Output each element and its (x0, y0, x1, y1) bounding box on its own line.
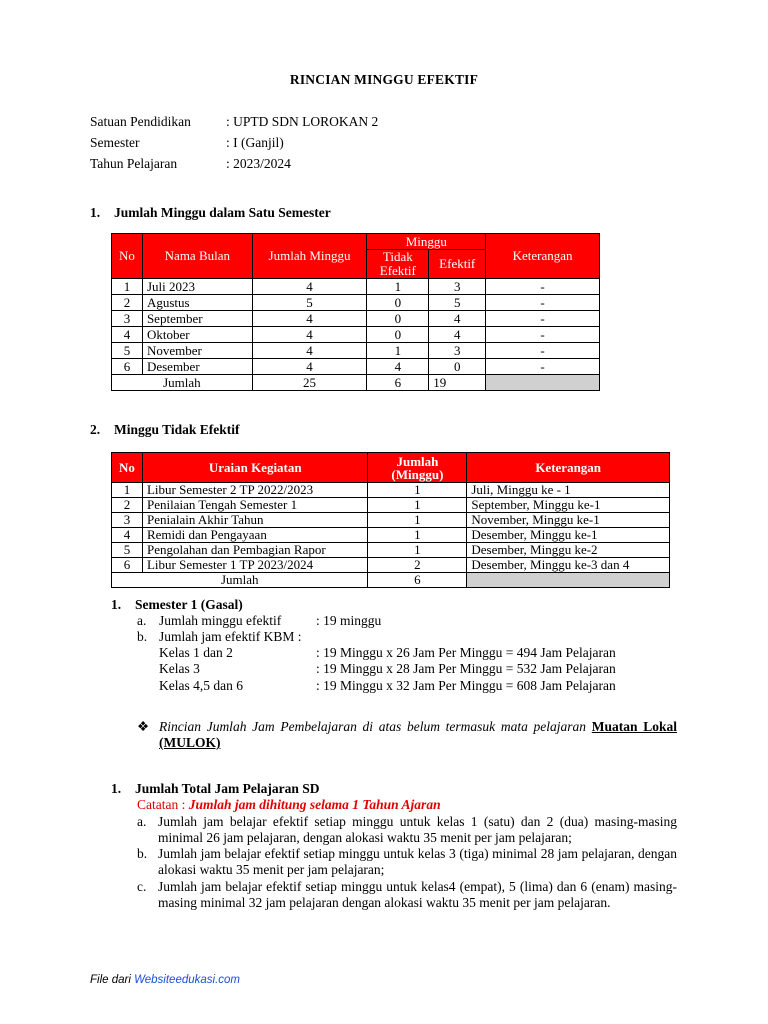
section3-heading (111, 597, 243, 613)
cell-ket: Desember, Minggu ke-2 (467, 543, 670, 558)
total-row (112, 573, 670, 588)
cell-no: 3 (112, 311, 143, 327)
identity-label: Satuan Pendidikan (90, 114, 191, 129)
table-row (112, 359, 600, 375)
table-row (112, 513, 670, 528)
section-number: 1. (111, 781, 122, 796)
cell-no: 4 (112, 327, 143, 343)
cell-bulan: Juli 2023 (142, 279, 252, 295)
table-row (112, 279, 600, 295)
cell-efektif: 4 (429, 327, 486, 343)
cell-jumlah: 1 (368, 483, 467, 498)
identity-value: : UPTD SDN LOROKAN 2 (226, 114, 379, 129)
footer (90, 974, 240, 986)
item-marker: a. (137, 814, 147, 829)
cell-ket: Desember, Minggu ke-1 (467, 528, 670, 543)
item-label: Jumlah jam efektif KBM : (159, 629, 302, 644)
cell-jumlah: 4 (252, 327, 367, 343)
identity-value: : 2023/2024 (226, 156, 291, 171)
header-jumlah: Jumlah (Minggu) (368, 453, 467, 483)
table-row (112, 327, 600, 343)
section-title: Jumlah Minggu dalam Satu Semester (114, 205, 331, 220)
footer-link[interactable]: Websiteedukasi.com (134, 974, 241, 986)
cell-no: 2 (112, 295, 143, 311)
section-title: Jumlah Total Jam Pelajaran SD (135, 781, 320, 796)
cell-no: 3 (112, 513, 143, 528)
cell-uraian: Penialain Akhir Tahun (142, 513, 368, 528)
cell-ket: Juli, Minggu ke - 1 (467, 483, 670, 498)
header-no: No (112, 453, 143, 483)
section2-heading (90, 422, 240, 438)
cell-jumlah: 4 (252, 343, 367, 359)
cell-efektif: 3 (429, 279, 486, 295)
cell-jumlah: 4 (252, 311, 367, 327)
item-marker: a. (137, 613, 147, 628)
item-marker: c. (137, 879, 147, 894)
table-row (112, 483, 670, 498)
total-label: Jumlah (112, 573, 368, 588)
table-row (112, 311, 600, 327)
cell-ket: - (486, 295, 600, 311)
cell-jumlah: 1 (368, 513, 467, 528)
item-text: Jumlah jam belajar efektif setiap minggu untuk kelas4 (empat), 5 (lima) dan 6 (enam) masing-masing minimal 32 jam pelajaran dengan alokasi waktu 35 menit per jam pelajaran. (158, 879, 677, 910)
cell-jumlah: 1 (368, 498, 467, 513)
cell-no: 5 (112, 343, 143, 359)
cell-tidak: 1 (367, 343, 429, 359)
total-tidak: 6 (367, 375, 429, 391)
header-keterangan: Keterangan (467, 453, 670, 483)
total-ket-empty (486, 375, 600, 391)
header-tidak-efektif: Tidak Efektif (367, 250, 429, 279)
section-number: 1. (90, 205, 101, 220)
cell-uraian: Libur Semester 1 TP 2023/2024 (142, 558, 368, 573)
catatan-text: Jumlah jam dihitung selama 1 Tahun Ajaran (188, 797, 441, 812)
header-minggu: Minggu (367, 234, 486, 250)
cell-no: 6 (112, 359, 143, 375)
table-row (112, 343, 600, 359)
item-a-value: : 19 minggu (316, 613, 382, 628)
catatan-label: Catatan : (137, 797, 186, 812)
cell-bulan: Desember (142, 359, 252, 375)
kelas-value: : 19 Minggu x 28 Jam Per Minggu = 532 Jam Pelajaran (316, 661, 616, 676)
cell-no: 1 (112, 483, 143, 498)
cell-tidak: 0 (367, 327, 429, 343)
section1-heading (90, 205, 331, 221)
item-text: Jumlah jam belajar efektif setiap minggu untuk kelas 1 (satu) dan 2 (dua) masing-masing minimal 26 jam pelajaran, dengan alokasi waktu 35 menit per jam pelajaran; (158, 814, 677, 845)
cell-tidak: 0 (367, 295, 429, 311)
cell-no: 1 (112, 279, 143, 295)
cell-ket: - (486, 279, 600, 295)
item-b (137, 629, 301, 645)
effective-weeks-table (111, 233, 600, 391)
cell-bulan: Agustus (142, 295, 252, 311)
cell-jumlah: 1 (368, 528, 467, 543)
identity-row-school (90, 114, 378, 130)
cell-bulan: November (142, 343, 252, 359)
total-row (112, 375, 600, 391)
cell-jumlah: 4 (252, 359, 367, 375)
cell-tidak: 1 (367, 279, 429, 295)
cell-ket: September, Minggu ke-1 (467, 498, 670, 513)
note-bullet-icon: ❖ (137, 719, 150, 734)
cell-no: 6 (112, 558, 143, 573)
table-row (112, 558, 670, 573)
cell-uraian: Pengolahan dan Pembagian Rapor (142, 543, 368, 558)
cell-ket: - (486, 359, 600, 375)
header-bulan: Nama Bulan (142, 234, 252, 279)
cell-no: 2 (112, 498, 143, 513)
cell-uraian: Remidi dan Pengayaan (142, 528, 368, 543)
cell-uraian: Penilaian Tengah Semester 1 (142, 498, 368, 513)
footer-prefix: File dari (90, 974, 131, 986)
item-marker: b. (137, 629, 148, 644)
cell-jumlah: 5 (252, 295, 367, 311)
cell-ket: November, Minggu ke-1 (467, 513, 670, 528)
identity-value: : I (Ganjil) (226, 135, 284, 150)
cell-ket: - (486, 343, 600, 359)
total-ket-empty (467, 573, 670, 588)
section-number: 1. (111, 597, 122, 612)
identity-label: Tahun Pelajaran (90, 156, 178, 171)
total-jumlah: 25 (252, 375, 367, 391)
cell-efektif: 4 (429, 311, 486, 327)
identity-row-semester (90, 135, 284, 151)
section-title: Semester 1 (Gasal) (135, 597, 243, 612)
non-effective-weeks-table (111, 452, 670, 588)
item-a (137, 613, 281, 629)
section-number: 2. (90, 422, 101, 437)
kelas-value: : 19 Minggu x 32 Jam Per Minggu = 608 Jam Pelajaran (316, 678, 616, 693)
cell-tidak: 0 (367, 311, 429, 327)
cell-jumlah: 2 (368, 558, 467, 573)
kelas-value: : 19 Minggu x 26 Jam Per Minggu = 494 Jam Pelajaran (316, 645, 616, 660)
total-jumlah: 6 (368, 573, 467, 588)
header-jumlah: Jumlah Minggu (252, 234, 367, 279)
table-row (112, 528, 670, 543)
cell-efektif: 3 (429, 343, 486, 359)
item-text: Jumlah jam belajar efektif setiap minggu untuk kelas 3 (tiga) minimal 28 jam pelajaran, dengan alokasi waktu 35 menit per jam pelajaran; (158, 846, 677, 877)
table-row (112, 498, 670, 513)
note-bold: Muatan Lokal (MULOK) (159, 719, 677, 750)
note-text: Rincian Jumlah Jam Pembelajaran di atas belum termasuk mata pelajaran (159, 719, 587, 734)
identity-row-year (90, 156, 291, 172)
item-label: Jumlah minggu efektif (159, 613, 282, 628)
catatan (137, 797, 441, 813)
cell-jumlah: 1 (368, 543, 467, 558)
cell-uraian: Libur Semester 2 TP 2022/2023 (142, 483, 368, 498)
cell-tidak: 4 (367, 359, 429, 375)
section-title: Minggu Tidak Efektif (114, 422, 240, 437)
section4-heading (111, 781, 320, 797)
table-row (112, 543, 670, 558)
cell-no: 4 (112, 528, 143, 543)
item-marker: b. (137, 846, 148, 861)
header-keterangan: Keterangan (486, 234, 600, 279)
cell-efektif: 0 (429, 359, 486, 375)
identity-label: Semester (90, 135, 140, 150)
total-label: Jumlah (112, 375, 253, 391)
cell-no: 5 (112, 543, 143, 558)
cell-ket: Desember, Minggu ke-3 dan 4 (467, 558, 670, 573)
kelas-label: Kelas 3 (159, 661, 200, 676)
cell-bulan: September (142, 311, 252, 327)
cell-jumlah: 4 (252, 279, 367, 295)
kelas-label: Kelas 4,5 dan 6 (159, 678, 243, 693)
header-efektif: Efektif (429, 250, 486, 279)
header-uraian: Uraian Kegiatan (142, 453, 368, 483)
note (159, 719, 677, 751)
page-title: RINCIAN MINGGU EFEKTIF (289, 72, 479, 87)
cell-ket: - (486, 311, 600, 327)
cell-efektif: 5 (429, 295, 486, 311)
header-no: No (112, 234, 143, 279)
kelas-label: Kelas 1 dan 2 (159, 645, 233, 660)
cell-bulan: Oktober (142, 327, 252, 343)
total-efektif: 19 (429, 375, 486, 391)
table-row (112, 295, 600, 311)
cell-ket: - (486, 327, 600, 343)
